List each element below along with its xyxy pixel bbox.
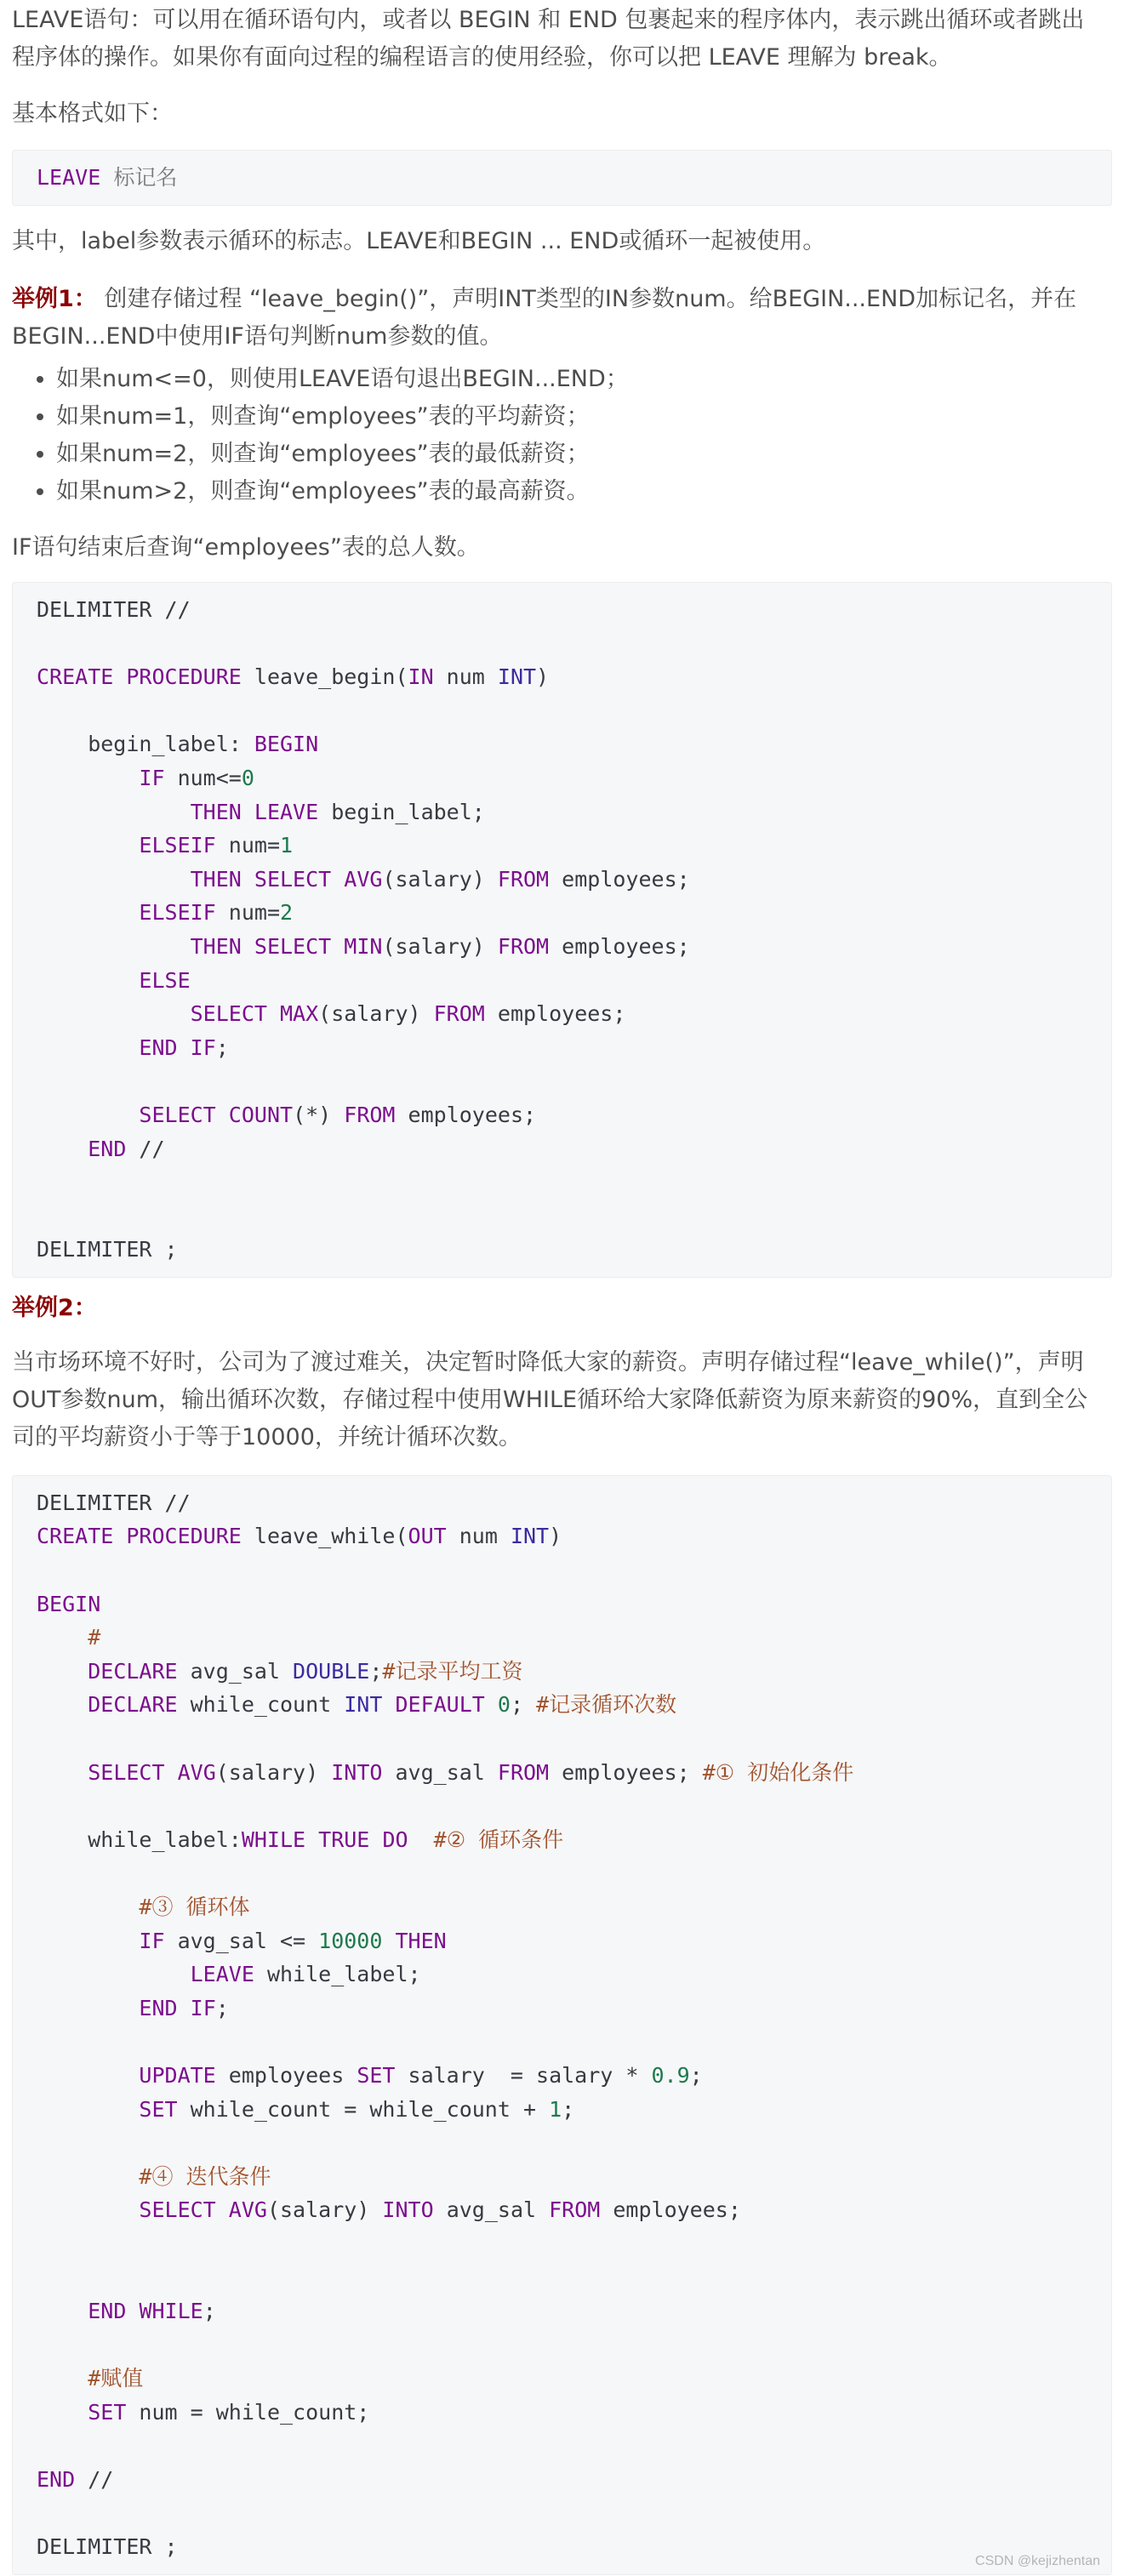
code-text: avg_sal xyxy=(177,1658,294,1684)
code-text: salary = salary * xyxy=(395,2062,652,2088)
code-comment: #③ 循环体 xyxy=(139,1895,250,1919)
code-type: INT xyxy=(497,664,537,690)
code-text: employees; xyxy=(549,866,690,892)
code-text: num= xyxy=(215,833,280,858)
code-text xyxy=(165,1760,178,1785)
example2-title-paragraph xyxy=(12,1290,1112,1327)
code-keyword: FROM xyxy=(497,1759,550,1785)
code-line xyxy=(37,761,1087,795)
code-line xyxy=(37,795,1087,829)
code-text xyxy=(37,2366,88,2391)
watermark: CSDN @kejizhentan xyxy=(975,2554,1100,2568)
example1-paragraph xyxy=(12,281,1112,356)
code-keyword: CREATE xyxy=(37,664,114,690)
list-item: • 如果num=2，则查询“employees”表的最低薪资； xyxy=(56,436,1112,473)
explain-paragraph: 其中，label参数表示循环的标志。LEAVE和BEGIN ... END或循环一起被使用。 xyxy=(12,228,826,254)
code-keyword: THEN xyxy=(395,1928,447,1953)
code-keyword: DECLARE xyxy=(88,1692,178,1718)
code-keyword: DECLARE xyxy=(88,1658,178,1684)
code-text: employees xyxy=(215,2062,357,2088)
code-keyword: SELECT xyxy=(139,1102,216,1127)
code-keyword: AVG xyxy=(228,2197,267,2223)
code-text: ; xyxy=(203,2299,216,2324)
example2-paragraph xyxy=(12,1344,1112,1456)
code-number: 0 xyxy=(497,1692,511,1718)
code-keyword: INTO xyxy=(331,1759,383,1785)
code-line xyxy=(37,727,1087,761)
code-text xyxy=(37,1001,191,1026)
code-text xyxy=(178,1035,191,1060)
code-text xyxy=(216,2197,229,2222)
code-keyword: OUT xyxy=(408,1524,447,1549)
code-line xyxy=(37,1098,1087,1132)
code-text xyxy=(305,1827,318,1852)
code-keyword: PROCEDURE xyxy=(126,664,242,690)
code-line xyxy=(37,2430,1087,2464)
code-text: num = while_count; xyxy=(126,2399,370,2425)
code-line xyxy=(37,1722,1087,1756)
code-line xyxy=(37,964,1087,998)
code-comment: #记录循环次数 xyxy=(536,1692,677,1718)
code-text xyxy=(242,934,254,959)
code-text xyxy=(37,766,139,790)
code-keyword: TRUE xyxy=(318,1827,370,1852)
code-line xyxy=(37,2025,1087,2059)
code-text xyxy=(37,1137,88,1161)
code-keyword: END xyxy=(139,1034,178,1060)
code-keyword: END xyxy=(88,2299,127,2324)
intro-line-2: 程序体的操作。如果你有面向过程的编程语言的使用经验，你可以把 LEAVE 理解为 break。 xyxy=(12,44,952,71)
code-text: ; xyxy=(510,1692,537,1718)
code-line xyxy=(37,997,1087,1031)
code-line xyxy=(37,1756,1087,1790)
code-keyword: END xyxy=(88,1136,127,1161)
code-text xyxy=(37,968,139,993)
code-text: begin_label; xyxy=(318,799,485,824)
code-line xyxy=(37,1890,1087,1924)
code-line xyxy=(37,1789,1087,1823)
intro-line-1: LEAVE语句：可以用在循环语句内，或者以 BEGIN 和 END 包裹起来的程序体内，表示跳出循环或者跳出 xyxy=(12,7,1085,33)
code-line xyxy=(37,1200,1087,1234)
code-line xyxy=(37,2463,1087,2497)
code-keyword: SELECT xyxy=(139,2197,216,2223)
code-keyword: MIN xyxy=(344,933,383,959)
code-keyword: BEGIN xyxy=(37,1591,101,1616)
code-keyword: SET xyxy=(139,2096,178,2122)
code-text xyxy=(216,1103,229,1127)
code-text xyxy=(37,1929,139,1953)
code-type: DOUBLE xyxy=(293,1658,370,1684)
example1-bullet-list xyxy=(12,361,1112,510)
code-number: 0 xyxy=(241,765,254,790)
code-text xyxy=(382,1929,395,1953)
code-type: INT xyxy=(344,1692,383,1718)
code-keyword-leave: LEAVE xyxy=(37,165,101,190)
code-line xyxy=(37,1621,1087,1655)
code-keyword: IF xyxy=(190,1995,216,2020)
code-line xyxy=(37,1924,1087,1958)
code-keyword: IF xyxy=(139,765,165,790)
code-text xyxy=(37,1035,139,1060)
list-item: • 如果num<=0，则使用LEAVE语句退出BEGIN...END； xyxy=(56,361,1112,398)
format-code-block xyxy=(12,150,1112,206)
code-comment: #② 循环条件 xyxy=(433,1827,564,1852)
code-line xyxy=(37,1064,1087,1098)
code-keyword: ELSE xyxy=(139,967,191,993)
code-text xyxy=(37,867,191,892)
code-text: (salary) xyxy=(318,1001,434,1027)
code-line xyxy=(37,1655,1087,1689)
example1-desc-line-2: BEGIN...END中使用IF语句判断num参数的值。 xyxy=(12,323,503,350)
code-line xyxy=(37,1233,1087,1267)
code-keyword: THEN xyxy=(190,799,242,824)
code-keyword: FROM xyxy=(497,866,550,892)
code-line xyxy=(37,2227,1087,2261)
code-keyword: MAX xyxy=(280,1001,319,1027)
code-line xyxy=(37,1519,1087,1553)
code-text xyxy=(37,1895,139,1919)
code-line xyxy=(37,2160,1087,2194)
code-text xyxy=(126,2299,139,2323)
code-keyword: FROM xyxy=(549,2197,601,2223)
code-text xyxy=(37,900,139,925)
code-text: while_count xyxy=(177,1692,345,1718)
code-text xyxy=(37,2164,139,2189)
code-text xyxy=(37,1103,139,1127)
code-keyword: INTO xyxy=(382,2197,434,2223)
code-keyword: THEN xyxy=(190,933,242,959)
code-text: (salary) xyxy=(215,1759,332,1785)
code-keyword: WHILE xyxy=(241,1827,306,1852)
code-text: (salary) xyxy=(266,2197,383,2223)
format-label: 基本格式如下： xyxy=(12,100,173,127)
code-text xyxy=(37,1996,139,2020)
code-text: // xyxy=(75,2467,114,2493)
code-text xyxy=(37,934,191,959)
code-keyword: THEN xyxy=(190,866,242,892)
code-text xyxy=(242,867,254,892)
code-keyword: BEGIN xyxy=(254,732,319,757)
code-keyword: FROM xyxy=(497,933,550,959)
code-comment: #赋值 xyxy=(88,2366,144,2391)
code-label-placeholder: 标记名 xyxy=(113,165,178,190)
code-keyword: SELECT xyxy=(254,866,332,892)
code-text xyxy=(37,1692,88,1717)
code-keyword: CREATE xyxy=(37,1524,114,1549)
code-text xyxy=(382,1692,395,1717)
code-line xyxy=(37,930,1087,964)
code-line xyxy=(37,2497,1087,2531)
code-text: while_label; xyxy=(254,1962,421,1987)
code-comment: #④ 迭代条件 xyxy=(139,2163,271,2189)
code-text: ; xyxy=(689,2062,703,2088)
code-line xyxy=(37,2193,1087,2227)
code-block-leave-begin xyxy=(12,582,1112,1278)
code-text: num xyxy=(446,1524,511,1549)
code-text xyxy=(37,2197,139,2222)
code-text: while_label: xyxy=(37,1827,242,1852)
code-keyword: DEFAULT xyxy=(395,1692,485,1718)
code-text: (*) xyxy=(293,1102,345,1127)
code-line xyxy=(37,1165,1087,1200)
code-text: avg_sal <= xyxy=(164,1928,319,1953)
code-text: num= xyxy=(215,900,280,926)
code-line xyxy=(37,1856,1087,1890)
code-keyword: ELSEIF xyxy=(139,833,216,858)
code-text: begin_label: xyxy=(37,732,254,757)
example2-title: 举例2： xyxy=(12,1294,97,1321)
code-text: DELIMITER // xyxy=(37,597,191,622)
code-text xyxy=(37,2097,139,2122)
example1-desc-line-1: 创建存储过程 “leave_begin()”，声明INT类型的IN参数num。给BEGIN...END加标记名，并在 xyxy=(104,286,1077,312)
code-keyword: FROM xyxy=(344,1102,396,1127)
code-line xyxy=(37,1992,1087,2026)
intro-paragraph xyxy=(12,0,1112,77)
example1-title: 举例1： xyxy=(12,286,97,312)
code-comment: # xyxy=(88,1625,101,1650)
code-keyword: ELSEIF xyxy=(139,900,216,926)
example2-desc-line-2: OUT参数num，输出循环次数，存储过程中使用WHILE循环给大家降低薪资为原来薪资的90%，直到全公 xyxy=(12,1386,1088,1413)
code-text xyxy=(408,1827,434,1852)
code-number: 2 xyxy=(280,900,294,926)
code-keyword: FROM xyxy=(433,1001,485,1027)
example2-desc-line-1: 当市场环境不好时，公司为了渡过难关，决定暂时降低大家的薪资。声明存储过程“leave_while()”，声明 xyxy=(12,1348,1084,1376)
code-line xyxy=(37,2261,1087,2295)
code-line xyxy=(37,1132,1087,1166)
code-line xyxy=(37,2126,1087,2160)
code-text: employees; xyxy=(600,2197,741,2223)
code-keyword: UPDATE xyxy=(139,2062,216,2088)
code-text: (salary) xyxy=(382,866,498,892)
code-line xyxy=(37,2328,1087,2362)
code-text: // xyxy=(126,1136,165,1161)
code-line xyxy=(37,863,1087,897)
code-text: DELIMITER ; xyxy=(37,1237,178,1262)
code-keyword: IF xyxy=(139,1928,165,1953)
code-text: num xyxy=(433,664,498,690)
code-text: ; xyxy=(562,2096,575,2122)
code-keyword: END xyxy=(139,1995,178,2020)
code-line xyxy=(37,2093,1087,2127)
code-text xyxy=(37,2400,88,2425)
code-text: ; xyxy=(215,1995,229,2020)
code-text: avg_sal xyxy=(382,1759,498,1785)
code-number: 1 xyxy=(549,2096,562,2122)
example2-desc-line-3: 司的平均薪资小于等于10000，并统计循环次数。 xyxy=(12,1423,522,1450)
code-text: DELIMITER // xyxy=(37,1490,191,1515)
code-number: 10000 xyxy=(318,1928,383,1953)
code-line xyxy=(37,660,1087,694)
code-text xyxy=(37,1659,88,1684)
code-line xyxy=(37,2396,1087,2430)
code-keyword: END xyxy=(37,2467,76,2493)
example1-after-paragraph: IF语句结束后查询“employees”表的总人数。 xyxy=(12,534,480,561)
code-text: employees; xyxy=(395,1102,537,1127)
code-line xyxy=(37,2059,1087,2093)
code-line xyxy=(37,829,1087,863)
list-item: • 如果num>2，则查询“employees”表的最高薪资。 xyxy=(56,473,1112,510)
code-text: leave_while( xyxy=(241,1524,408,1549)
code-line xyxy=(37,1553,1087,1587)
code-text: employees; xyxy=(549,933,690,959)
list-item: • 如果num=1，则查询“employees”表的平均薪资； xyxy=(56,398,1112,436)
code-text: ; xyxy=(215,1034,229,1060)
code-text xyxy=(37,2299,88,2323)
code-number: 1 xyxy=(280,833,294,858)
code-text: DELIMITER ; xyxy=(37,2534,178,2560)
code-text: ; xyxy=(369,1658,383,1684)
code-text: ) xyxy=(549,1524,562,1549)
code-text xyxy=(37,800,191,824)
code-keyword: LEAVE xyxy=(254,799,319,824)
code-text xyxy=(37,1962,191,1986)
code-text xyxy=(178,1996,191,2020)
code-text: employees; xyxy=(484,1001,626,1027)
code-text xyxy=(37,1760,88,1785)
code-keyword: AVG xyxy=(344,866,383,892)
code-text xyxy=(267,1001,280,1026)
code-keyword: SET xyxy=(357,2062,396,2088)
code-line xyxy=(37,2362,1087,2396)
code-text: ) xyxy=(536,664,550,690)
code-block-leave-while xyxy=(12,1475,1112,2575)
code-text xyxy=(37,2063,139,2088)
code-comment: #记录平均工资 xyxy=(382,1658,523,1684)
code-keyword: SET xyxy=(88,2399,127,2425)
code-line xyxy=(37,1486,1087,1520)
code-keyword: COUNT xyxy=(228,1102,294,1127)
code-keyword: IF xyxy=(190,1034,216,1060)
code-comment: #① 初始化条件 xyxy=(702,1759,854,1785)
code-keyword: SELECT xyxy=(254,933,332,959)
code-keyword: PROCEDURE xyxy=(126,1524,242,1549)
code-line xyxy=(37,627,1087,661)
code-text xyxy=(242,800,254,824)
code-text: (salary) xyxy=(382,933,498,959)
code-type: INT xyxy=(510,1524,550,1549)
code-keyword: IN xyxy=(408,664,434,690)
code-text: employees; xyxy=(549,1759,703,1785)
code-text: avg_sal xyxy=(433,2197,550,2223)
code-text xyxy=(369,1827,382,1852)
code-keyword: AVG xyxy=(177,1759,216,1785)
code-line xyxy=(37,694,1087,728)
code-text: while_count = while_count + xyxy=(177,2096,550,2122)
code-line xyxy=(37,1031,1087,1065)
code-line xyxy=(37,1587,1087,1621)
code-keyword: LEAVE xyxy=(190,1962,254,1987)
code-keyword: SELECT xyxy=(88,1759,165,1785)
code-line xyxy=(37,593,1087,627)
code-keyword: SELECT xyxy=(190,1001,267,1027)
code-number: 0.9 xyxy=(651,2062,690,2088)
code-line xyxy=(37,1958,1087,1992)
code-keyword: WHILE xyxy=(139,2299,203,2324)
code-text xyxy=(331,934,344,959)
code-line xyxy=(37,2530,1087,2564)
code-text: leave_begin( xyxy=(241,664,408,690)
code-line xyxy=(37,2294,1087,2328)
code-text xyxy=(37,1625,88,1650)
code-text xyxy=(113,664,126,689)
code-keyword: DO xyxy=(382,1827,408,1852)
code-text xyxy=(485,1692,498,1717)
code-line xyxy=(37,896,1087,930)
code-line xyxy=(37,1823,1087,1857)
code-text xyxy=(331,867,344,892)
code-text xyxy=(113,1524,126,1548)
code-line xyxy=(37,1688,1087,1722)
code-text: num<= xyxy=(164,765,242,790)
code-text xyxy=(37,833,139,858)
